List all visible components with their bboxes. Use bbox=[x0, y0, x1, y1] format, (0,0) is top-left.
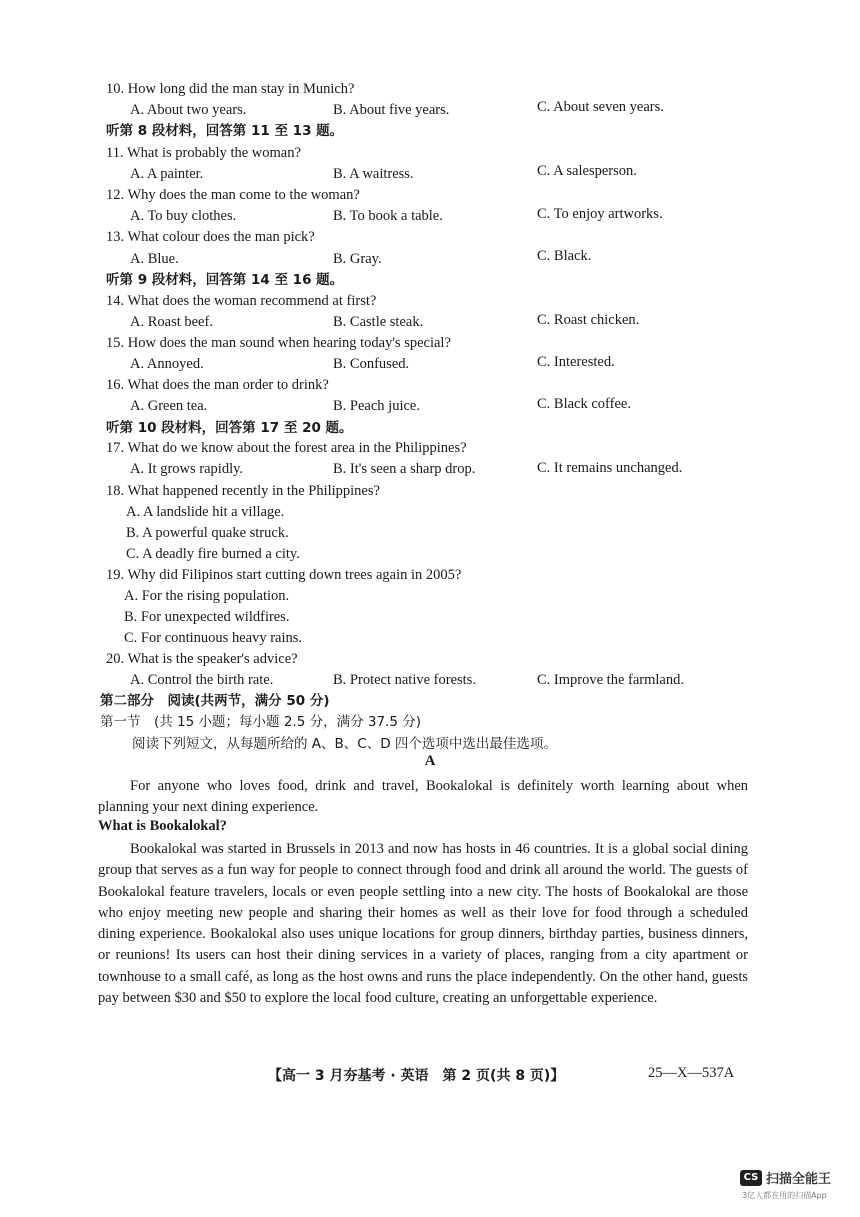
q13-option-c: C. Black. bbox=[537, 248, 592, 264]
question-20: 20. What is the speaker's advice? bbox=[106, 651, 298, 667]
q12-option-c: C. To enjoy artworks. bbox=[537, 206, 663, 222]
q18-option-b: B. A powerful quake struck. bbox=[126, 525, 289, 541]
q14-option-c: C. Roast chicken. bbox=[537, 312, 640, 328]
q17-option-b: B. It's seen a sharp drop. bbox=[333, 461, 476, 477]
question-16: 16. What does the man order to drink? bbox=[106, 377, 329, 393]
q19-option-a: A. For the rising population. bbox=[124, 588, 290, 604]
q11-option-b: B. A waitress. bbox=[333, 166, 414, 182]
question-14: 14. What does the woman recommend at first? bbox=[106, 293, 377, 309]
question-18: 18. What happened recently in the Philippines? bbox=[106, 483, 380, 499]
q13-option-b: B. Gray. bbox=[333, 251, 382, 267]
set-8-instruction: 听第 8 段材料，回答第 11 至 13 题。 bbox=[106, 123, 344, 139]
scanner-app-name: 扫描全能王 bbox=[766, 1172, 832, 1187]
passage-subheading: What is Bookalokal? bbox=[98, 818, 227, 834]
passage-label: A bbox=[424, 753, 436, 769]
q13-option-a: A. Blue. bbox=[130, 251, 179, 267]
q12-option-b: B. To book a table. bbox=[333, 208, 443, 224]
q17-option-c: C. It remains unchanged. bbox=[537, 460, 683, 476]
question-19: 19. Why did Filipinos start cutting down trees again in 2005? bbox=[106, 567, 462, 583]
question-17: 17. What do we know about the forest area in the Philippines? bbox=[106, 440, 467, 456]
q10-option-a: A. About two years. bbox=[130, 102, 247, 118]
q17-option-a: A. It grows rapidly. bbox=[130, 461, 244, 477]
scanner-tagline: 3亿人都在用的扫描App bbox=[742, 1191, 827, 1200]
page-footer-title: 【高一 3 月夯基考 · 英语 第 2 页(共 8 页)】 bbox=[268, 1068, 565, 1084]
question-15: 15. How does the man sound when hearing today's special? bbox=[106, 335, 451, 351]
q10-option-c: C. About seven years. bbox=[537, 99, 664, 115]
q16-option-b: B. Peach juice. bbox=[333, 398, 420, 414]
q20-option-c: C. Improve the farmland. bbox=[537, 672, 684, 688]
question-13: 13. What colour does the man pick? bbox=[106, 229, 315, 245]
q18-option-c: C. A deadly fire burned a city. bbox=[126, 546, 300, 562]
q20-option-a: A. Control the birth rate. bbox=[130, 672, 274, 688]
part-two-title: 第二部分 阅读(共两节，满分 50 分) bbox=[100, 693, 330, 709]
q14-option-a: A. Roast beef. bbox=[130, 314, 213, 330]
q16-option-a: A. Green tea. bbox=[130, 398, 208, 414]
question-11: 11. What is probably the woman? bbox=[106, 145, 301, 161]
q11-option-c: C. A salesperson. bbox=[537, 163, 637, 179]
q19-option-c: C. For continuous heavy rains. bbox=[124, 630, 303, 646]
q15-option-a: A. Annoyed. bbox=[130, 356, 204, 372]
q15-option-b: B. Confused. bbox=[333, 356, 410, 372]
set-9-instruction: 听第 9 段材料，回答第 14 至 16 题。 bbox=[106, 272, 344, 288]
q18-option-a: A. A landslide hit a village. bbox=[126, 504, 285, 520]
set-10-instruction: 听第 10 段材料，回答第 17 至 20 题。 bbox=[106, 420, 353, 436]
question-10: 10. How long did the man stay in Munich? bbox=[106, 81, 355, 97]
q16-option-c: C. Black coffee. bbox=[537, 396, 631, 412]
camscanner-logo-icon: CS bbox=[740, 1170, 762, 1186]
q15-option-c: C. Interested. bbox=[537, 354, 615, 370]
reading-instruction: 阅读下列短文，从每题所给的 A、B、C、D 四个选项中选出最佳选项。 bbox=[132, 736, 557, 752]
section-one-title: 第一节 (共 15 小题；每小题 2.5 分，满分 37.5 分) bbox=[100, 714, 421, 730]
scanner-badge bbox=[740, 1168, 831, 1187]
q12-option-a: A. To buy clothes. bbox=[130, 208, 237, 224]
q20-option-b: B. Protect native forests. bbox=[333, 672, 476, 688]
passage-intro: For anyone who loves food, drink and travel, Bookalokal is definitely worth learning about when planning your next dining experience. bbox=[98, 778, 748, 816]
q11-option-a: A. A painter. bbox=[130, 166, 204, 182]
page-footer-code: 25—X—537A bbox=[648, 1065, 735, 1081]
question-12: 12. Why does the man come to the woman? bbox=[106, 187, 360, 203]
passage-body: Bookalokal was started in Brussels in 2013 and now has hosts in 46 countries. It is a global social dining group that serves as a fun way for people to connect through food and drink all around the world. The guests of Bookalokal feature travelers, locals or even people settling into a new city. The hosts of Bookalokal are those who enjoy meeting new people and sharing their homes as well as their love for food through a scheduled dining experience. Bookalokal also uses unique locations for group dinners, birthday parties, business dinners, or reunions! Its users can host their dining services in a variety of places, ranging from a city apartment or townhouse to a small café, as long as the host owns and runs the place independently. On the other hand, guests pay between $30 and $50 to explore the local food culture, creating an unforgettable experience. bbox=[98, 841, 748, 1007]
q19-option-b: B. For unexpected wildfires. bbox=[124, 609, 290, 625]
q14-option-b: B. Castle steak. bbox=[333, 314, 424, 330]
q10-option-b: B. About five years. bbox=[333, 102, 450, 118]
